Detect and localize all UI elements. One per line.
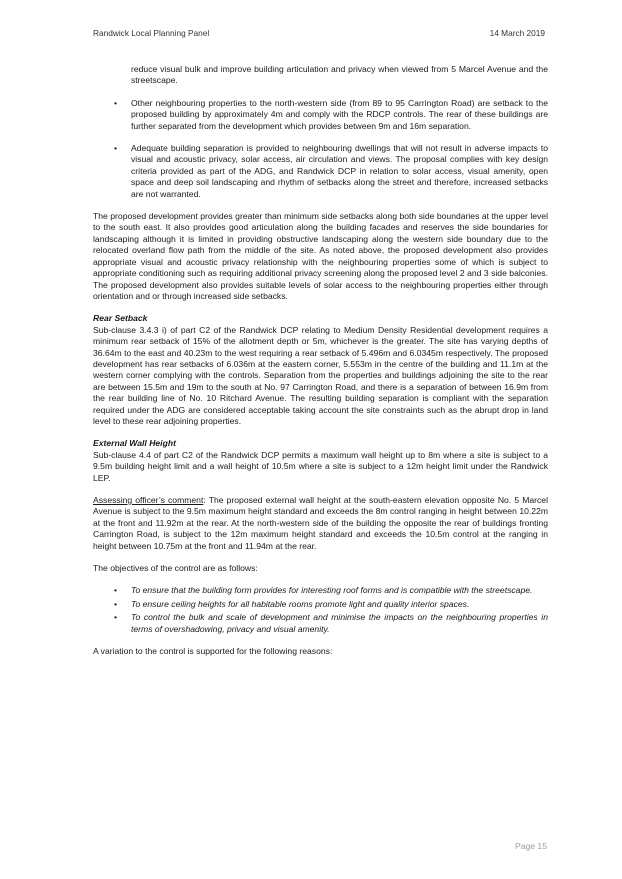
bullet-icon: • xyxy=(114,585,118,596)
bullet-icon: • xyxy=(114,598,118,609)
side-setback-paragraph: The proposed development provides greater than minimum side setbacks along both side boundaries at the upper level to the south east. It also provides good articulation along the building facades and reserves the side boundaries for landscaping although it is limited in providing obstructive landscaping along the western side boundary due to the relocated overland flow path from the middle of the site. As noted above, the proposed development also provides appropriate visual and acoustic privacy relationship with the neighbouring properties some of which is subject to appropriate conditioning such as requiring additional privacy screening along the proposed level 2 and 3 side balconies. The proposed development also provides suitable levels of solar access to the neighbouring properties either through orientation and or through increased side setbacks. xyxy=(93,211,548,301)
bullet-icon: • xyxy=(114,612,118,623)
bullet-icon: • xyxy=(114,143,118,154)
rear-setback-heading: Rear Setback xyxy=(93,313,148,324)
wall-height-paragraph: Sub-clause 4.4 of part C2 of the Randwick DCP permits a maximum wall height up to 8m where a site is subject to a 9.5m building height limit and a wall height of 10.5m where a site is subject to a 12m height limit under the Randwick LEP. xyxy=(93,449,548,483)
wall-height-heading: External Wall Height xyxy=(93,438,176,449)
bullet-continuation: reduce visual bulk and improve building articulation and privacy when viewed from 5 Marcel Avenue and the streetscape. xyxy=(131,64,548,86)
header-title: Randwick Local Planning Panel xyxy=(93,28,210,38)
page-number: Page 15 xyxy=(514,841,547,851)
list-item xyxy=(93,612,548,635)
officer-comment-text: : The proposed external wall height at the south-eastern elevation opposite No. 5 Marcel Avenue is subject to the 9.5m maximum height standard and exceeds the 8m control ranging in height between 10.22m at the front and 11.92m at the rear. At the north-western side of the building the opposite the rear of buildings fronting Carrington Road, is subject to the 12m maximum height standard and exceeds the 10.5m control at the ranging in height between 10.75m at the front and 11.94m at the rear. xyxy=(93,495,548,551)
objective-text: To control the bulk and scale of development and minimise the impacts on the neighbouring properties in terms of overshadowing, privacy and visual amenity. xyxy=(131,612,548,634)
list-item xyxy=(93,98,548,132)
list-item xyxy=(93,143,548,200)
bullet-icon: • xyxy=(114,97,118,108)
objective-text: To ensure ceiling heights for all habitable rooms promote light and quality interior spaces. xyxy=(131,598,470,609)
bullet-list xyxy=(93,98,548,200)
header-date: 14 March 2019 xyxy=(489,28,545,38)
officer-comment-paragraph xyxy=(93,495,548,552)
rear-setback-paragraph: Sub-clause 3.4.3 i) of part C2 of the Randwick DCP relating to Medium Density Residential development requires a minimum rear setback of 15% of the allotment depth or 5m, whichever is the greater. The site has varying depths of 36.64m to the east and 40.23m to the west requiring a rear setback of 5.496m and 6.0345m respectively. The proposed development has rear setbacks of 6.036m at the eastern corner, 5.553m in the centre of the building and 11.1m at the western corner complying with the controls. Separation from the properties and buildings adjoining the site to the rear are between 15.5m and 19m to the south at No. 97 Carrington Road, and there is a separation of between 16.9m from the rear building line of No. 10 Ritchard Avenue. The resulting building separation is compliant with the separation required under the ADG are considered acceptable taking account the site constraints such as the abrupt drop in land level to these rear adjoining properties. xyxy=(93,324,548,426)
officer-comment-label: Assessing officer’s comment xyxy=(93,495,204,505)
variation-paragraph: A variation to the control is supported for the following reasons: xyxy=(93,646,333,657)
list-item xyxy=(93,585,548,596)
bullet-text: Other neighbouring properties to the north-western side (from 89 to 95 Carrington Road) are setback to the proposed building by approximately 4m and comply with the RDCP controls. The rear of these buildings are further separated from the development which provides between 9m and 16m separation. xyxy=(131,97,548,131)
page-content xyxy=(93,64,548,668)
objectives-intro: The objectives of the control are as follows: xyxy=(93,563,258,574)
bullet-text: Adequate building separation is provided to neighbouring dwellings that will not result in adverse impacts to visual and acoustic privacy, solar access, air circulation and views. The proposal complies with key design criteria provided as part of the ADG, and Randwick DCP in relation to solar access, visual amenity, open space and deep soil landscaping and rhythm of setbacks along the street and therefore, increased setbacks are not warranted. xyxy=(131,143,548,199)
objective-text: To ensure that the building form provides for interesting roof forms and is compatible with the streetscape. xyxy=(131,585,533,596)
objectives-list xyxy=(93,585,548,635)
list-item xyxy=(93,599,548,610)
